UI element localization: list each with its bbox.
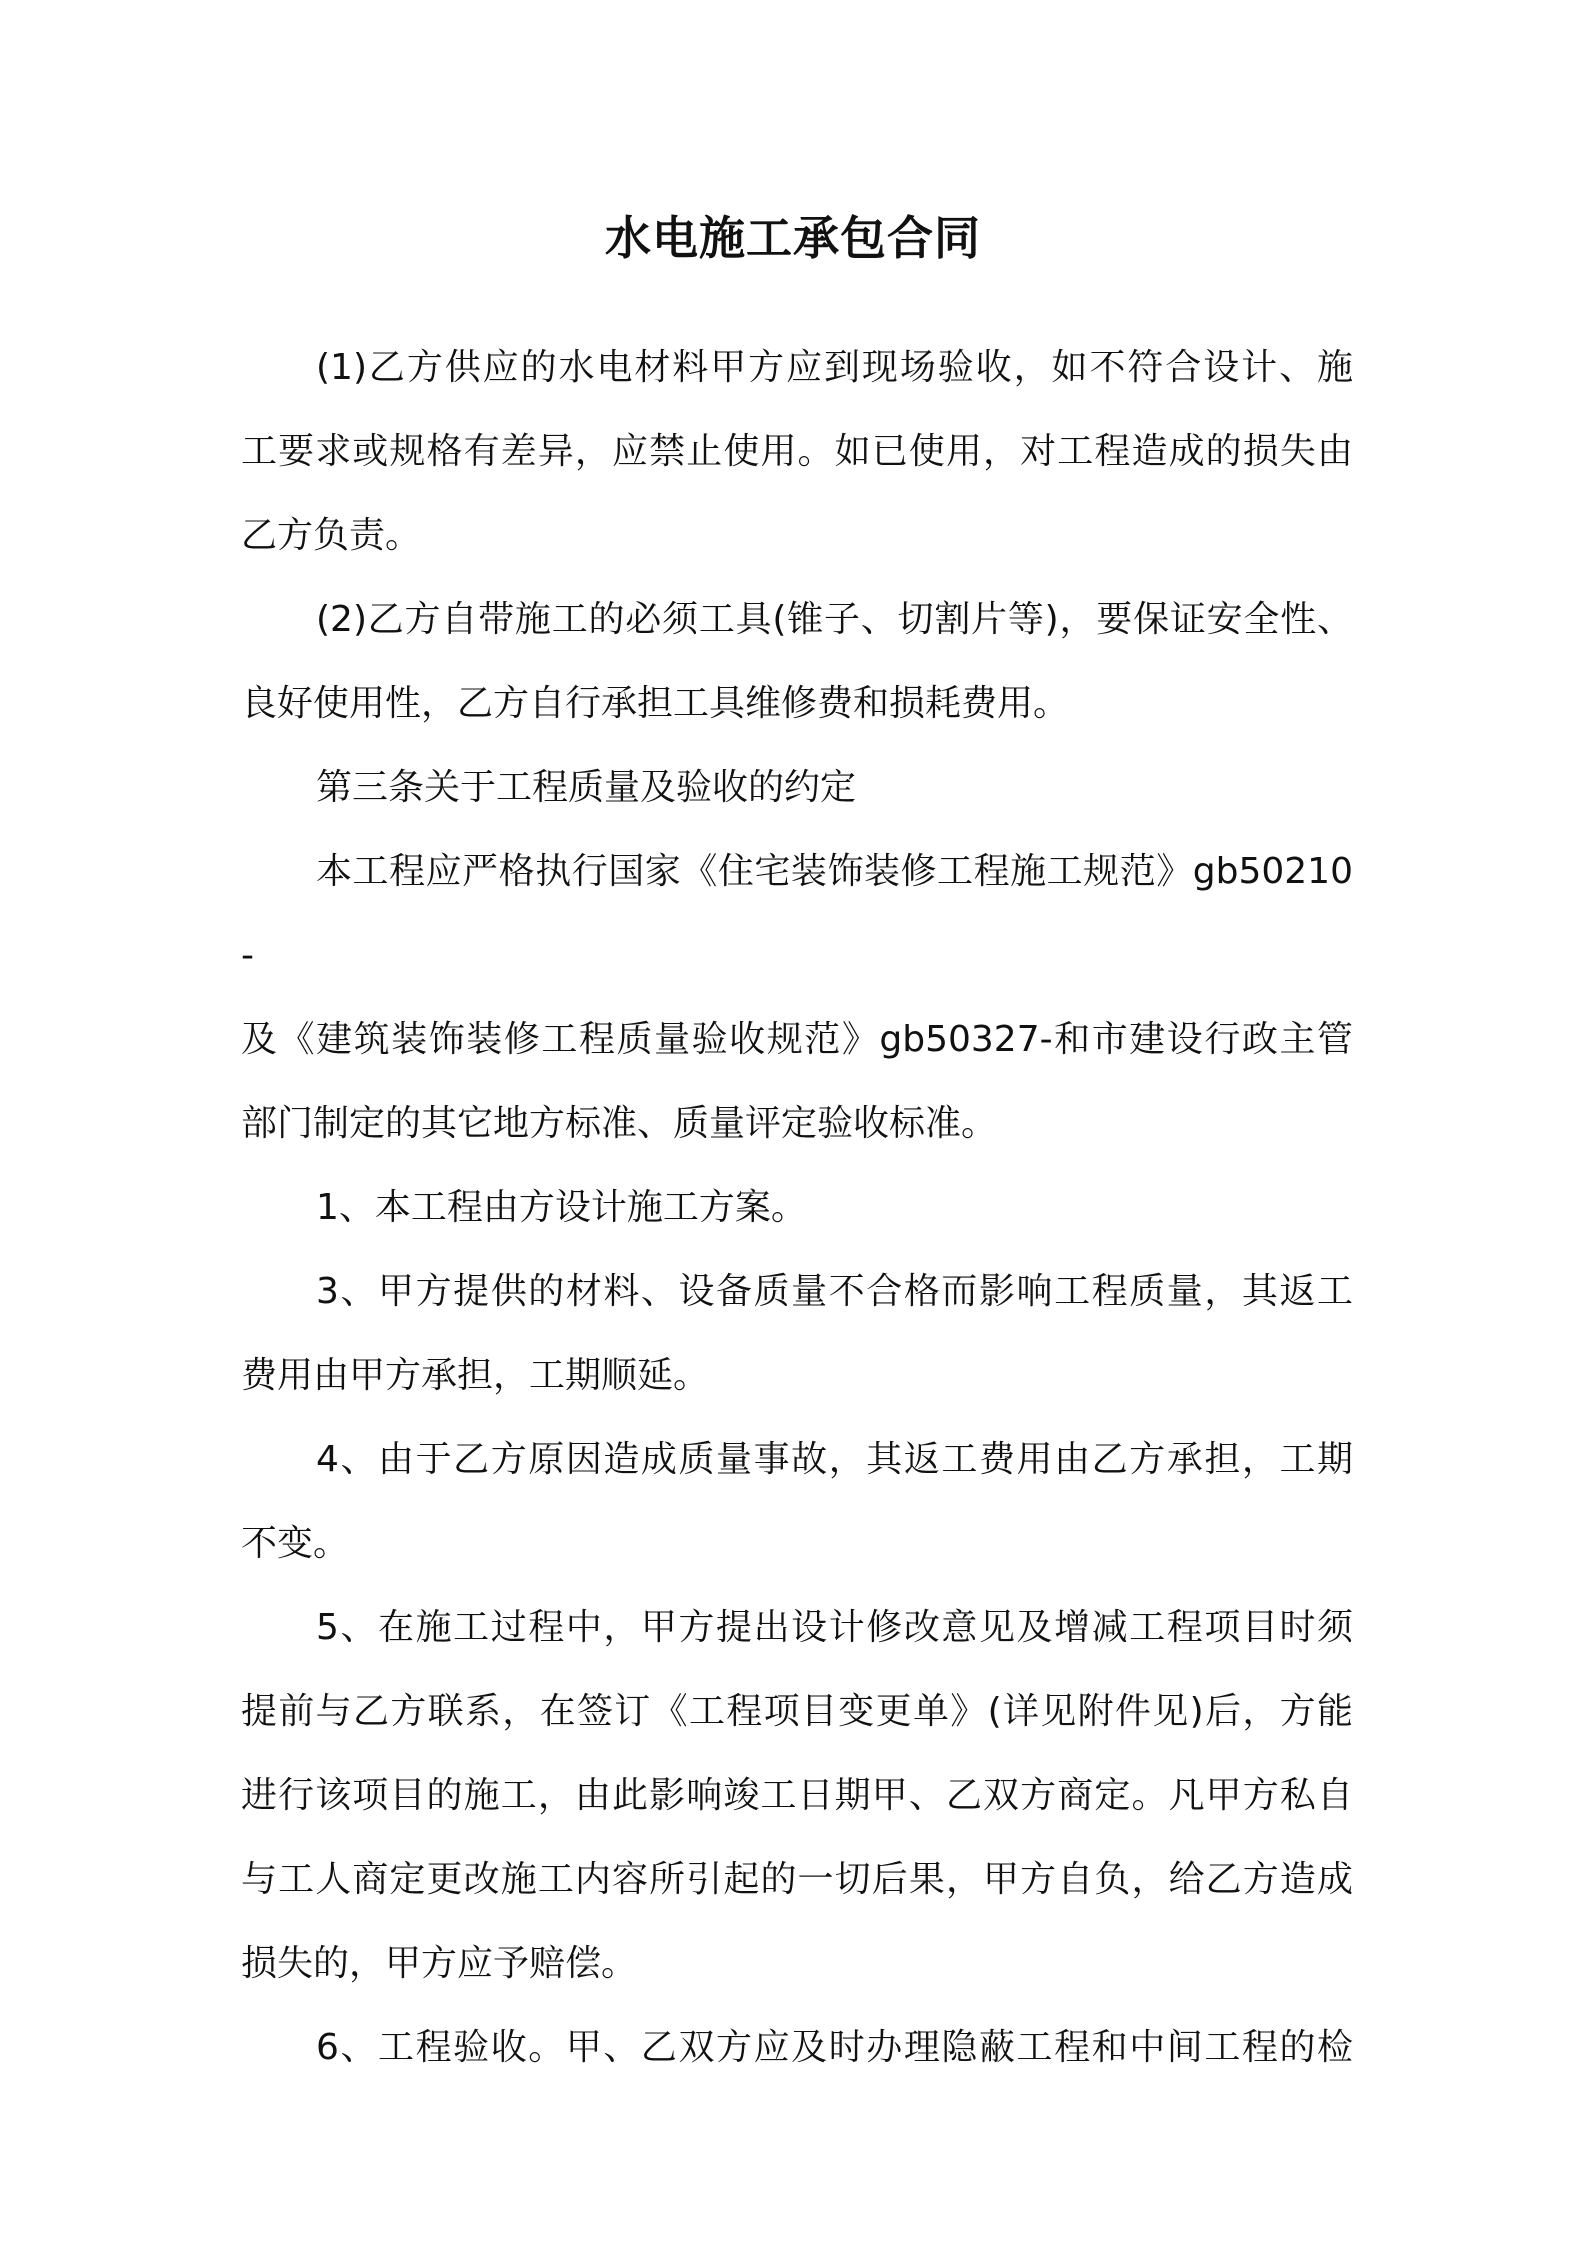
document-title: 水电施工承包合同	[605, 211, 981, 265]
text-line: 费用由甲方承担，工期顺延。	[241, 1355, 710, 1396]
text-line: (1)乙方供应的水电材料甲方应到现场验收，如不符合设计、施	[316, 347, 1353, 388]
text-line: 不变。	[241, 1523, 350, 1564]
clause-4	[241, 1418, 1353, 1586]
text-line: 1、本工程由方设计施工方案。	[316, 1187, 807, 1228]
clause-5	[241, 1586, 1353, 2006]
clause-3	[241, 1250, 1353, 1418]
text-line: 提前与乙方联系，在签订《工程项目变更单》(详见附件见)后，方能	[241, 1691, 1353, 1732]
text-line: 4、由于乙方原因造成质量事故，其返工费用由乙方承担，工期	[316, 1439, 1353, 1480]
text-line: 与工人商定更改施工内容所引起的一切后果，甲方自负，给乙方造成	[241, 1859, 1353, 1900]
paragraph-material-inspection	[241, 326, 1353, 578]
clause-1	[241, 1166, 1353, 1250]
paragraph-standards	[241, 830, 1353, 1166]
clause-6	[241, 2006, 1353, 2090]
text-line: 3、甲方提供的材料、设备质量不合格而影响工程质量，其返工	[316, 1271, 1353, 1312]
section-heading-article-3	[241, 746, 1353, 830]
text-line: 部门制定的其它地方标准、质量评定验收标准。	[241, 1103, 998, 1144]
text-line: 本工程应严格执行国家《住宅装饰装修工程施工规范》gb50210-	[241, 851, 1353, 976]
paragraph-tools	[241, 578, 1353, 746]
text-line: 进行该项目的施工，由此影响竣工日期甲、乙双方商定。凡甲方私自	[241, 1775, 1353, 1816]
text-line: 第三条关于工程质量及验收的约定	[316, 767, 857, 808]
text-line: 5、在施工过程中，甲方提出设计修改意见及增减工程项目时须	[316, 1607, 1353, 1648]
document-body	[241, 326, 1353, 2090]
text-line: 损失的，甲方应予赔偿。	[241, 1943, 638, 1984]
text-line: 工要求或规格有差异，应禁止使用。如已使用，对工程造成的损失由	[241, 431, 1353, 472]
text-line: 良好使用性，乙方自行承担工具维修费和损耗费用。	[241, 683, 1070, 724]
text-line: 6、工程验收。甲、乙双方应及时办理隐蔽工程和中间工程的检	[316, 2027, 1353, 2068]
text-line: (2)乙方自带施工的必须工具(锥子、切割片等)，要保证安全性、	[316, 599, 1353, 640]
text-line: 及《建筑装饰装修工程质量验收规范》gb50327-和市建设行政主管	[241, 1019, 1353, 1060]
text-line: 乙方负责。	[241, 515, 422, 556]
